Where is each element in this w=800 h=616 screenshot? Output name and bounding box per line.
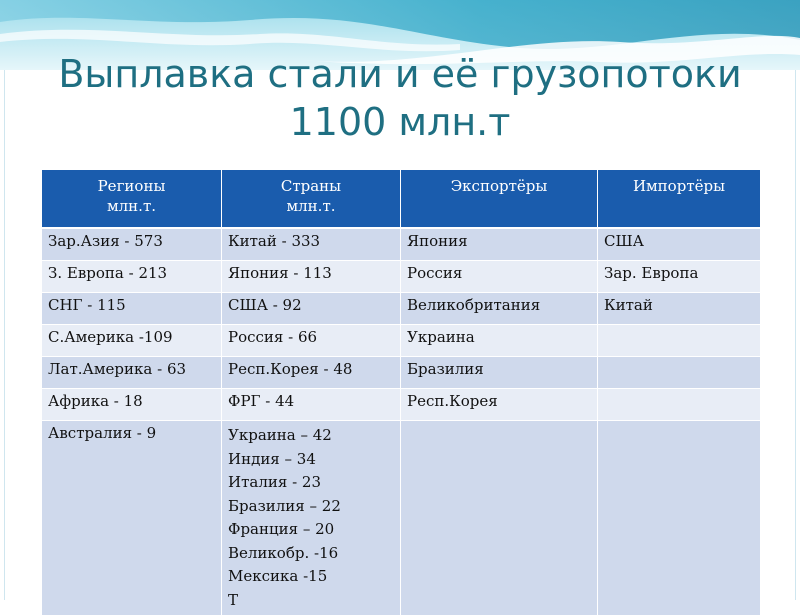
country-list-item: Франция – 20 (228, 520, 335, 538)
table-row (42, 293, 761, 325)
table-row (42, 261, 761, 293)
title-line-1: Выплавка стали и её грузопотоки (58, 52, 742, 96)
cell-importer: США (598, 228, 761, 261)
cell-exporter (401, 421, 598, 616)
cell-country: ФРГ - 44 (222, 389, 401, 421)
cell-importer (598, 421, 761, 616)
cell-exporter: Япония (401, 228, 598, 261)
header-exporters: Экспортёры (401, 170, 598, 229)
cell-region: СНГ - 115 (42, 293, 222, 325)
cell-importer: Китай (598, 293, 761, 325)
header-importers: Импортёры (598, 170, 761, 229)
country-list-item: Мексика -15 (228, 567, 328, 585)
header-countries-line2: млн.т. (286, 197, 336, 215)
cell-importer: Зар. Европа (598, 261, 761, 293)
header-regions-line2: млн.т. (106, 197, 157, 215)
country-list-item: Украина – 42 (228, 426, 332, 444)
cell-region: Африка - 18 (42, 389, 222, 421)
table-row (42, 389, 761, 421)
cell-country: Китай - 333 (222, 228, 401, 261)
cell-exporter: Великобритания (401, 293, 598, 325)
cell-exporter: Бразилия (401, 357, 598, 389)
steel-table (41, 169, 761, 616)
cell-country: Япония - 113 (222, 261, 401, 293)
cell-importer (598, 325, 761, 357)
country-list-item: Италия - 23 (228, 473, 322, 491)
cell-country: Россия - 66 (222, 325, 401, 357)
cell-region: Зар.Азия - 573 (42, 228, 222, 261)
country-list-item: Т (228, 590, 239, 609)
table-header-row (42, 170, 761, 229)
table-row (42, 357, 761, 389)
header-regions (42, 170, 222, 229)
cell-exporter: Россия (401, 261, 598, 293)
country-list-item: Индия – 34 (228, 449, 316, 468)
cell-importer (598, 389, 761, 421)
table-row-last (42, 421, 761, 616)
header-regions-line1: Регионы (97, 177, 166, 195)
country-list-item: Великобр. -16 (228, 543, 339, 562)
cell-region: Австралия - 9 (42, 421, 222, 616)
cell-region: З. Европа - 213 (42, 261, 222, 293)
title-line-2: 1100 млн.т (289, 100, 511, 144)
cell-region: С.Америка -109 (42, 325, 222, 357)
left-border-line (4, 70, 5, 600)
cell-exporter: Респ.Корея (401, 389, 598, 421)
table-row (42, 228, 761, 261)
right-border-line (795, 70, 796, 600)
cell-country-list (222, 421, 401, 616)
cell-region: Лат.Америка - 63 (42, 357, 222, 389)
cell-exporter: Украина (401, 325, 598, 357)
cell-importer (598, 357, 761, 389)
slide-title (0, 50, 800, 146)
cell-country: США - 92 (222, 293, 401, 325)
header-countries-line1: Страны (280, 177, 342, 195)
cell-country: Респ.Корея - 48 (222, 357, 401, 389)
header-countries (222, 170, 401, 229)
table-row (42, 325, 761, 357)
country-list-item: Бразилия – 22 (228, 496, 341, 515)
